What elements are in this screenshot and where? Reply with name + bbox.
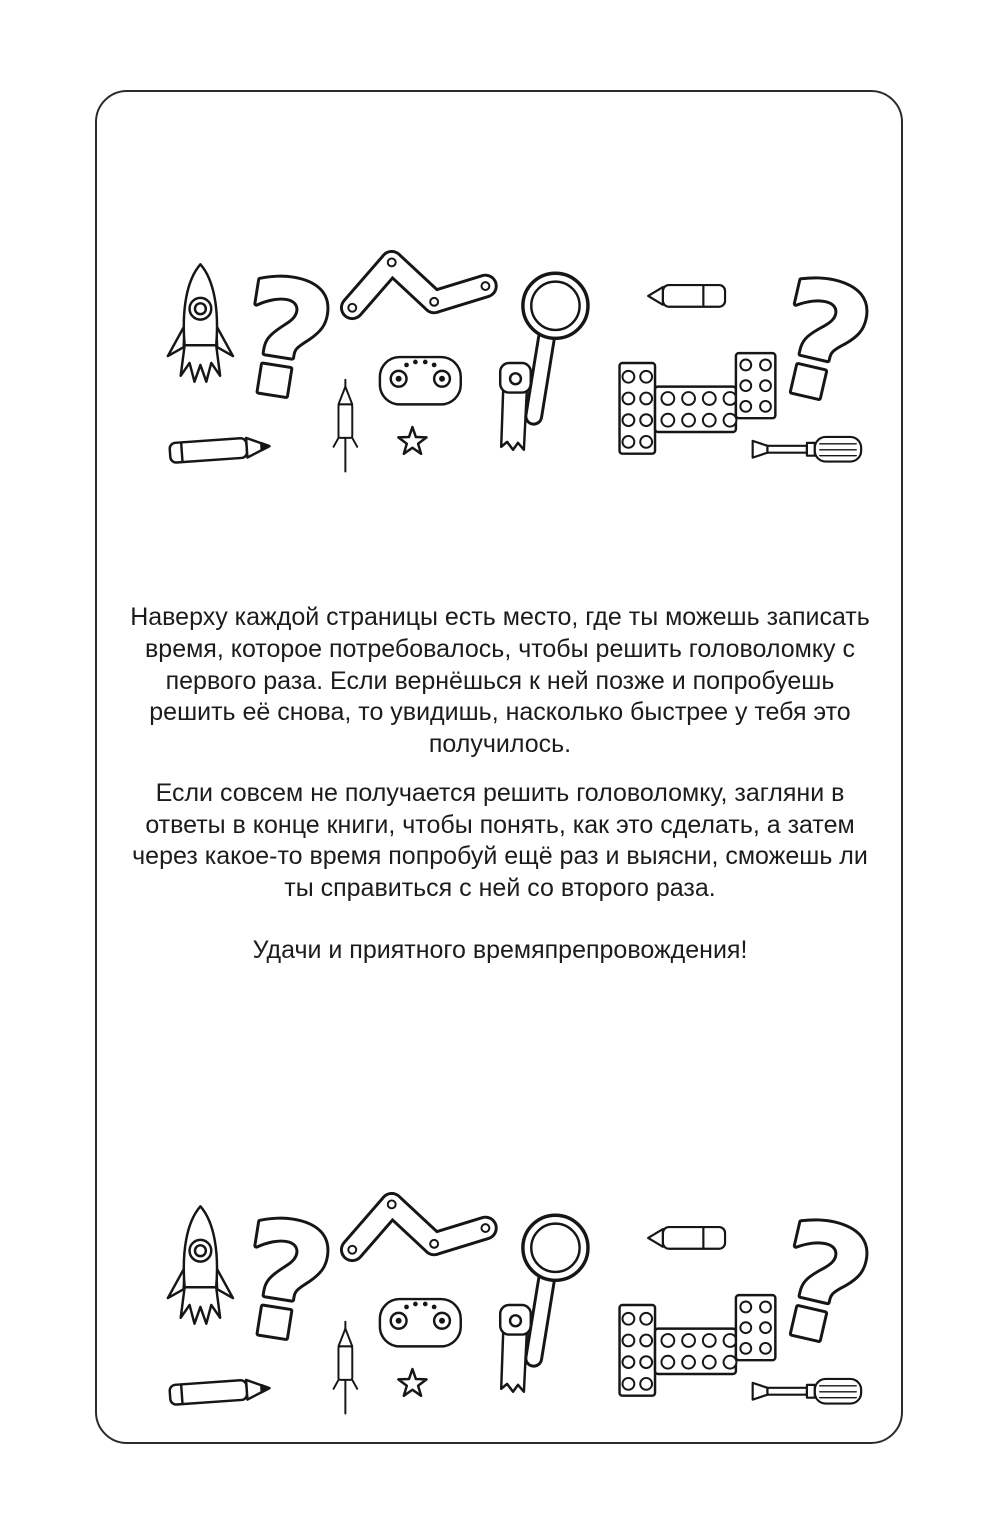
intro-text-block (130, 602, 870, 967)
paragraph-check-answers: Если совсем не получается решить головоломку, загляни в ответы в конце книги, чтобы понять, как это сделать, а затем через какое-то время попробуй ещё раз и выясни, сможешь ли ты справиться с ней со второго раза. (132, 778, 868, 902)
doodle-cluster-bottom (158, 1188, 872, 1418)
doodle-cluster-top (158, 246, 872, 476)
paragraph-good-luck: Удачи и приятного времяпрепровождения! (252, 935, 748, 964)
paragraph-record-time: Наверху каждой страницы есть место, где ты можешь записать время, которое потребовалось, чтобы решить головоломку с первого раза. Если вернёшься к ней позже и попробуешь решить её снова, то увидишь, насколько быстрее у тебя это получилось. (130, 603, 870, 758)
